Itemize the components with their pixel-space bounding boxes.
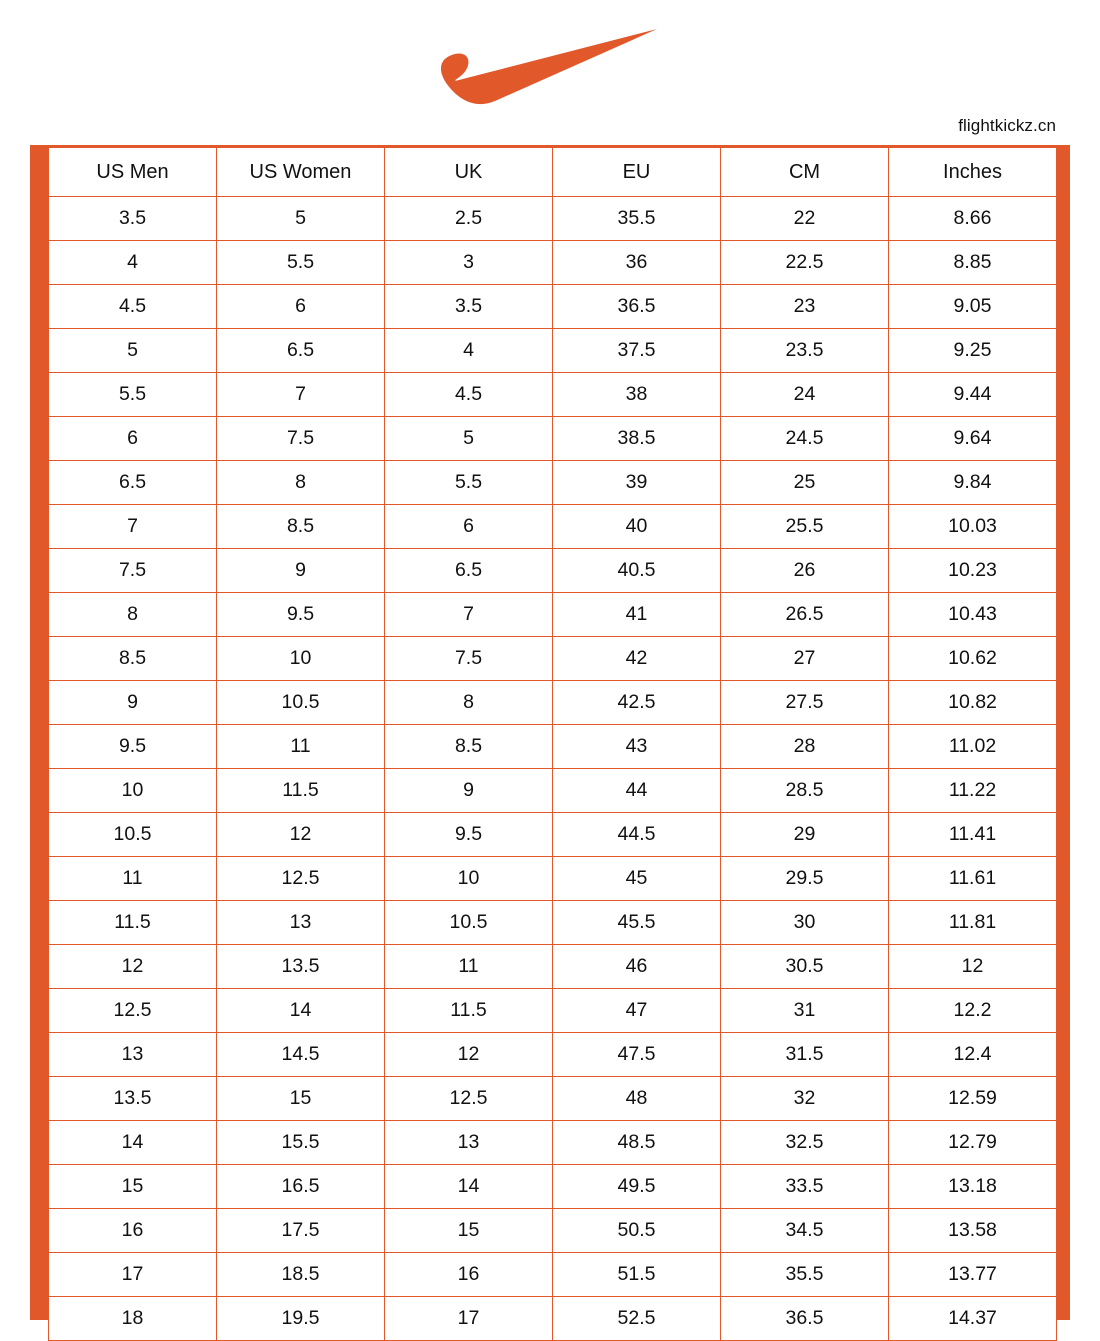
cell-inches: 8.85 — [889, 241, 1057, 285]
cell-us-women: 7 — [217, 373, 385, 417]
brand-logo — [0, 18, 1100, 113]
cell-cm: 25 — [721, 461, 889, 505]
cell-eu: 52.5 — [553, 1297, 721, 1341]
cell-us-men: 14 — [49, 1121, 217, 1165]
cell-cm: 26 — [721, 549, 889, 593]
cell-eu: 37.5 — [553, 329, 721, 373]
cell-eu: 38 — [553, 373, 721, 417]
cell-cm: 22 — [721, 197, 889, 241]
table-row — [49, 681, 1057, 725]
column-header-us-men: US Men — [49, 148, 217, 197]
cell-cm: 34.5 — [721, 1209, 889, 1253]
cell-cm: 30 — [721, 901, 889, 945]
cell-uk: 7.5 — [385, 637, 553, 681]
cell-eu: 35.5 — [553, 197, 721, 241]
cell-uk: 5.5 — [385, 461, 553, 505]
cell-us-women: 6 — [217, 285, 385, 329]
cell-uk: 7 — [385, 593, 553, 637]
cell-uk: 8 — [385, 681, 553, 725]
cell-us-men: 17 — [49, 1253, 217, 1297]
table-row — [49, 593, 1057, 637]
cell-uk: 6.5 — [385, 549, 553, 593]
cell-uk: 10 — [385, 857, 553, 901]
cell-eu: 44.5 — [553, 813, 721, 857]
cell-us-women: 19.5 — [217, 1297, 385, 1341]
table-row — [49, 1165, 1057, 1209]
cell-us-men: 6 — [49, 417, 217, 461]
cell-eu: 45 — [553, 857, 721, 901]
cell-us-women: 13.5 — [217, 945, 385, 989]
cell-uk: 8.5 — [385, 725, 553, 769]
cell-inches: 9.05 — [889, 285, 1057, 329]
table-row — [49, 1297, 1057, 1341]
cell-cm: 33.5 — [721, 1165, 889, 1209]
cell-cm: 36.5 — [721, 1297, 889, 1341]
table-row — [49, 373, 1057, 417]
cell-eu: 47 — [553, 989, 721, 1033]
cell-eu: 45.5 — [553, 901, 721, 945]
cell-us-women: 14 — [217, 989, 385, 1033]
cell-uk: 3 — [385, 241, 553, 285]
cell-uk: 6 — [385, 505, 553, 549]
cell-cm: 24.5 — [721, 417, 889, 461]
cell-inches: 12.4 — [889, 1033, 1057, 1077]
cell-inches: 11.22 — [889, 769, 1057, 813]
cell-uk: 5 — [385, 417, 553, 461]
cell-eu: 39 — [553, 461, 721, 505]
cell-us-men: 13.5 — [49, 1077, 217, 1121]
column-header-us-women: US Women — [217, 148, 385, 197]
cell-us-women: 11 — [217, 725, 385, 769]
cell-us-men: 15 — [49, 1165, 217, 1209]
cell-us-men: 16 — [49, 1209, 217, 1253]
cell-cm: 32 — [721, 1077, 889, 1121]
cell-us-women: 16.5 — [217, 1165, 385, 1209]
cell-inches: 10.03 — [889, 505, 1057, 549]
cell-cm: 23.5 — [721, 329, 889, 373]
cell-uk: 12.5 — [385, 1077, 553, 1121]
table-row — [49, 549, 1057, 593]
cell-inches: 13.77 — [889, 1253, 1057, 1297]
cell-cm: 23 — [721, 285, 889, 329]
size-chart-table-frame — [30, 145, 1070, 1329]
left-accent-bar — [32, 147, 48, 1318]
table-row — [49, 945, 1057, 989]
table-row — [49, 1033, 1057, 1077]
table-row — [49, 417, 1057, 461]
cell-eu: 40 — [553, 505, 721, 549]
cell-uk: 15 — [385, 1209, 553, 1253]
cell-us-women: 5 — [217, 197, 385, 241]
cell-us-women: 10.5 — [217, 681, 385, 725]
table-row — [49, 505, 1057, 549]
cell-eu: 48.5 — [553, 1121, 721, 1165]
cell-us-men: 3.5 — [49, 197, 217, 241]
cell-us-women: 10 — [217, 637, 385, 681]
cell-uk: 3.5 — [385, 285, 553, 329]
cell-cm: 27 — [721, 637, 889, 681]
cell-us-men: 12.5 — [49, 989, 217, 1033]
cell-us-men: 5.5 — [49, 373, 217, 417]
cell-uk: 11 — [385, 945, 553, 989]
table-row — [49, 637, 1057, 681]
cell-cm: 35.5 — [721, 1253, 889, 1297]
cell-us-men: 18 — [49, 1297, 217, 1341]
column-header-uk: UK — [385, 148, 553, 197]
cell-us-women: 6.5 — [217, 329, 385, 373]
cell-us-women: 9.5 — [217, 593, 385, 637]
cell-inches: 11.41 — [889, 813, 1057, 857]
cell-eu: 40.5 — [553, 549, 721, 593]
cell-uk: 4.5 — [385, 373, 553, 417]
cell-inches: 13.18 — [889, 1165, 1057, 1209]
cell-inches: 10.82 — [889, 681, 1057, 725]
cell-cm: 28.5 — [721, 769, 889, 813]
cell-cm: 29 — [721, 813, 889, 857]
nike-swoosh-logo-icon — [435, 23, 665, 109]
table-row — [49, 813, 1057, 857]
cell-cm: 26.5 — [721, 593, 889, 637]
table-row — [49, 857, 1057, 901]
table-row — [49, 1121, 1057, 1165]
cell-eu: 49.5 — [553, 1165, 721, 1209]
table-row — [49, 1209, 1057, 1253]
shoe-size-table — [48, 147, 1057, 1341]
table-header-row — [49, 148, 1057, 197]
cell-cm: 25.5 — [721, 505, 889, 549]
table-row — [49, 1077, 1057, 1121]
site-watermark: flightkickz.cn — [958, 116, 1056, 135]
cell-eu: 41 — [553, 593, 721, 637]
cell-us-women: 11.5 — [217, 769, 385, 813]
cell-cm: 27.5 — [721, 681, 889, 725]
cell-us-women: 5.5 — [217, 241, 385, 285]
cell-uk: 2.5 — [385, 197, 553, 241]
cell-eu: 51.5 — [553, 1253, 721, 1297]
table-row — [49, 329, 1057, 373]
cell-uk: 17 — [385, 1297, 553, 1341]
cell-cm: 31.5 — [721, 1033, 889, 1077]
table-row — [49, 241, 1057, 285]
cell-us-men: 10.5 — [49, 813, 217, 857]
cell-eu: 46 — [553, 945, 721, 989]
cell-us-women: 8 — [217, 461, 385, 505]
table-row — [49, 197, 1057, 241]
cell-uk: 13 — [385, 1121, 553, 1165]
cell-inches: 10.23 — [889, 549, 1057, 593]
cell-us-men: 4.5 — [49, 285, 217, 329]
cell-eu: 44 — [553, 769, 721, 813]
cell-eu: 48 — [553, 1077, 721, 1121]
cell-inches: 14.37 — [889, 1297, 1057, 1341]
cell-inches: 10.62 — [889, 637, 1057, 681]
cell-uk: 11.5 — [385, 989, 553, 1033]
cell-cm: 29.5 — [721, 857, 889, 901]
cell-inches: 9.84 — [889, 461, 1057, 505]
cell-us-women: 12 — [217, 813, 385, 857]
cell-us-men: 6.5 — [49, 461, 217, 505]
table-row — [49, 725, 1057, 769]
cell-us-women: 7.5 — [217, 417, 385, 461]
cell-us-men: 10 — [49, 769, 217, 813]
cell-inches: 11.02 — [889, 725, 1057, 769]
cell-eu: 50.5 — [553, 1209, 721, 1253]
cell-cm: 32.5 — [721, 1121, 889, 1165]
cell-us-men: 7.5 — [49, 549, 217, 593]
cell-uk: 9 — [385, 769, 553, 813]
cell-eu: 38.5 — [553, 417, 721, 461]
cell-us-men: 8 — [49, 593, 217, 637]
cell-inches: 9.25 — [889, 329, 1057, 373]
column-header-eu: EU — [553, 148, 721, 197]
cell-inches: 11.61 — [889, 857, 1057, 901]
cell-us-men: 11.5 — [49, 901, 217, 945]
cell-us-women: 17.5 — [217, 1209, 385, 1253]
cell-us-women: 13 — [217, 901, 385, 945]
cell-inches: 8.66 — [889, 197, 1057, 241]
cell-inches: 12.2 — [889, 989, 1057, 1033]
cell-us-women: 12.5 — [217, 857, 385, 901]
cell-cm: 28 — [721, 725, 889, 769]
cell-inches: 10.43 — [889, 593, 1057, 637]
cell-cm: 24 — [721, 373, 889, 417]
cell-uk: 9.5 — [385, 813, 553, 857]
cell-cm: 22.5 — [721, 241, 889, 285]
cell-eu: 47.5 — [553, 1033, 721, 1077]
cell-us-men: 7 — [49, 505, 217, 549]
cell-us-men: 9 — [49, 681, 217, 725]
cell-uk: 12 — [385, 1033, 553, 1077]
cell-us-men: 12 — [49, 945, 217, 989]
table-body — [49, 197, 1057, 1341]
cell-eu: 43 — [553, 725, 721, 769]
cell-uk: 4 — [385, 329, 553, 373]
cell-inches: 11.81 — [889, 901, 1057, 945]
table-row — [49, 989, 1057, 1033]
cell-us-women: 18.5 — [217, 1253, 385, 1297]
cell-cm: 30.5 — [721, 945, 889, 989]
cell-eu: 36.5 — [553, 285, 721, 329]
table-row — [49, 769, 1057, 813]
cell-us-women: 15 — [217, 1077, 385, 1121]
cell-us-men: 11 — [49, 857, 217, 901]
cell-inches: 9.44 — [889, 373, 1057, 417]
cell-us-men: 9.5 — [49, 725, 217, 769]
table-row — [49, 901, 1057, 945]
table-row — [49, 461, 1057, 505]
cell-eu: 42.5 — [553, 681, 721, 725]
cell-eu: 36 — [553, 241, 721, 285]
cell-cm: 31 — [721, 989, 889, 1033]
cell-us-men: 8.5 — [49, 637, 217, 681]
cell-us-women: 15.5 — [217, 1121, 385, 1165]
cell-us-men: 13 — [49, 1033, 217, 1077]
cell-uk: 16 — [385, 1253, 553, 1297]
cell-uk: 14 — [385, 1165, 553, 1209]
column-header-inches: Inches — [889, 148, 1057, 197]
cell-us-women: 8.5 — [217, 505, 385, 549]
cell-inches: 9.64 — [889, 417, 1057, 461]
cell-inches: 12 — [889, 945, 1057, 989]
cell-inches: 13.58 — [889, 1209, 1057, 1253]
cell-inches: 12.79 — [889, 1121, 1057, 1165]
cell-us-men: 4 — [49, 241, 217, 285]
cell-uk: 10.5 — [385, 901, 553, 945]
table-row — [49, 1253, 1057, 1297]
cell-eu: 42 — [553, 637, 721, 681]
cell-us-women: 9 — [217, 549, 385, 593]
cell-us-women: 14.5 — [217, 1033, 385, 1077]
cell-us-men: 5 — [49, 329, 217, 373]
column-header-cm: CM — [721, 148, 889, 197]
cell-inches: 12.59 — [889, 1077, 1057, 1121]
table-row — [49, 285, 1057, 329]
